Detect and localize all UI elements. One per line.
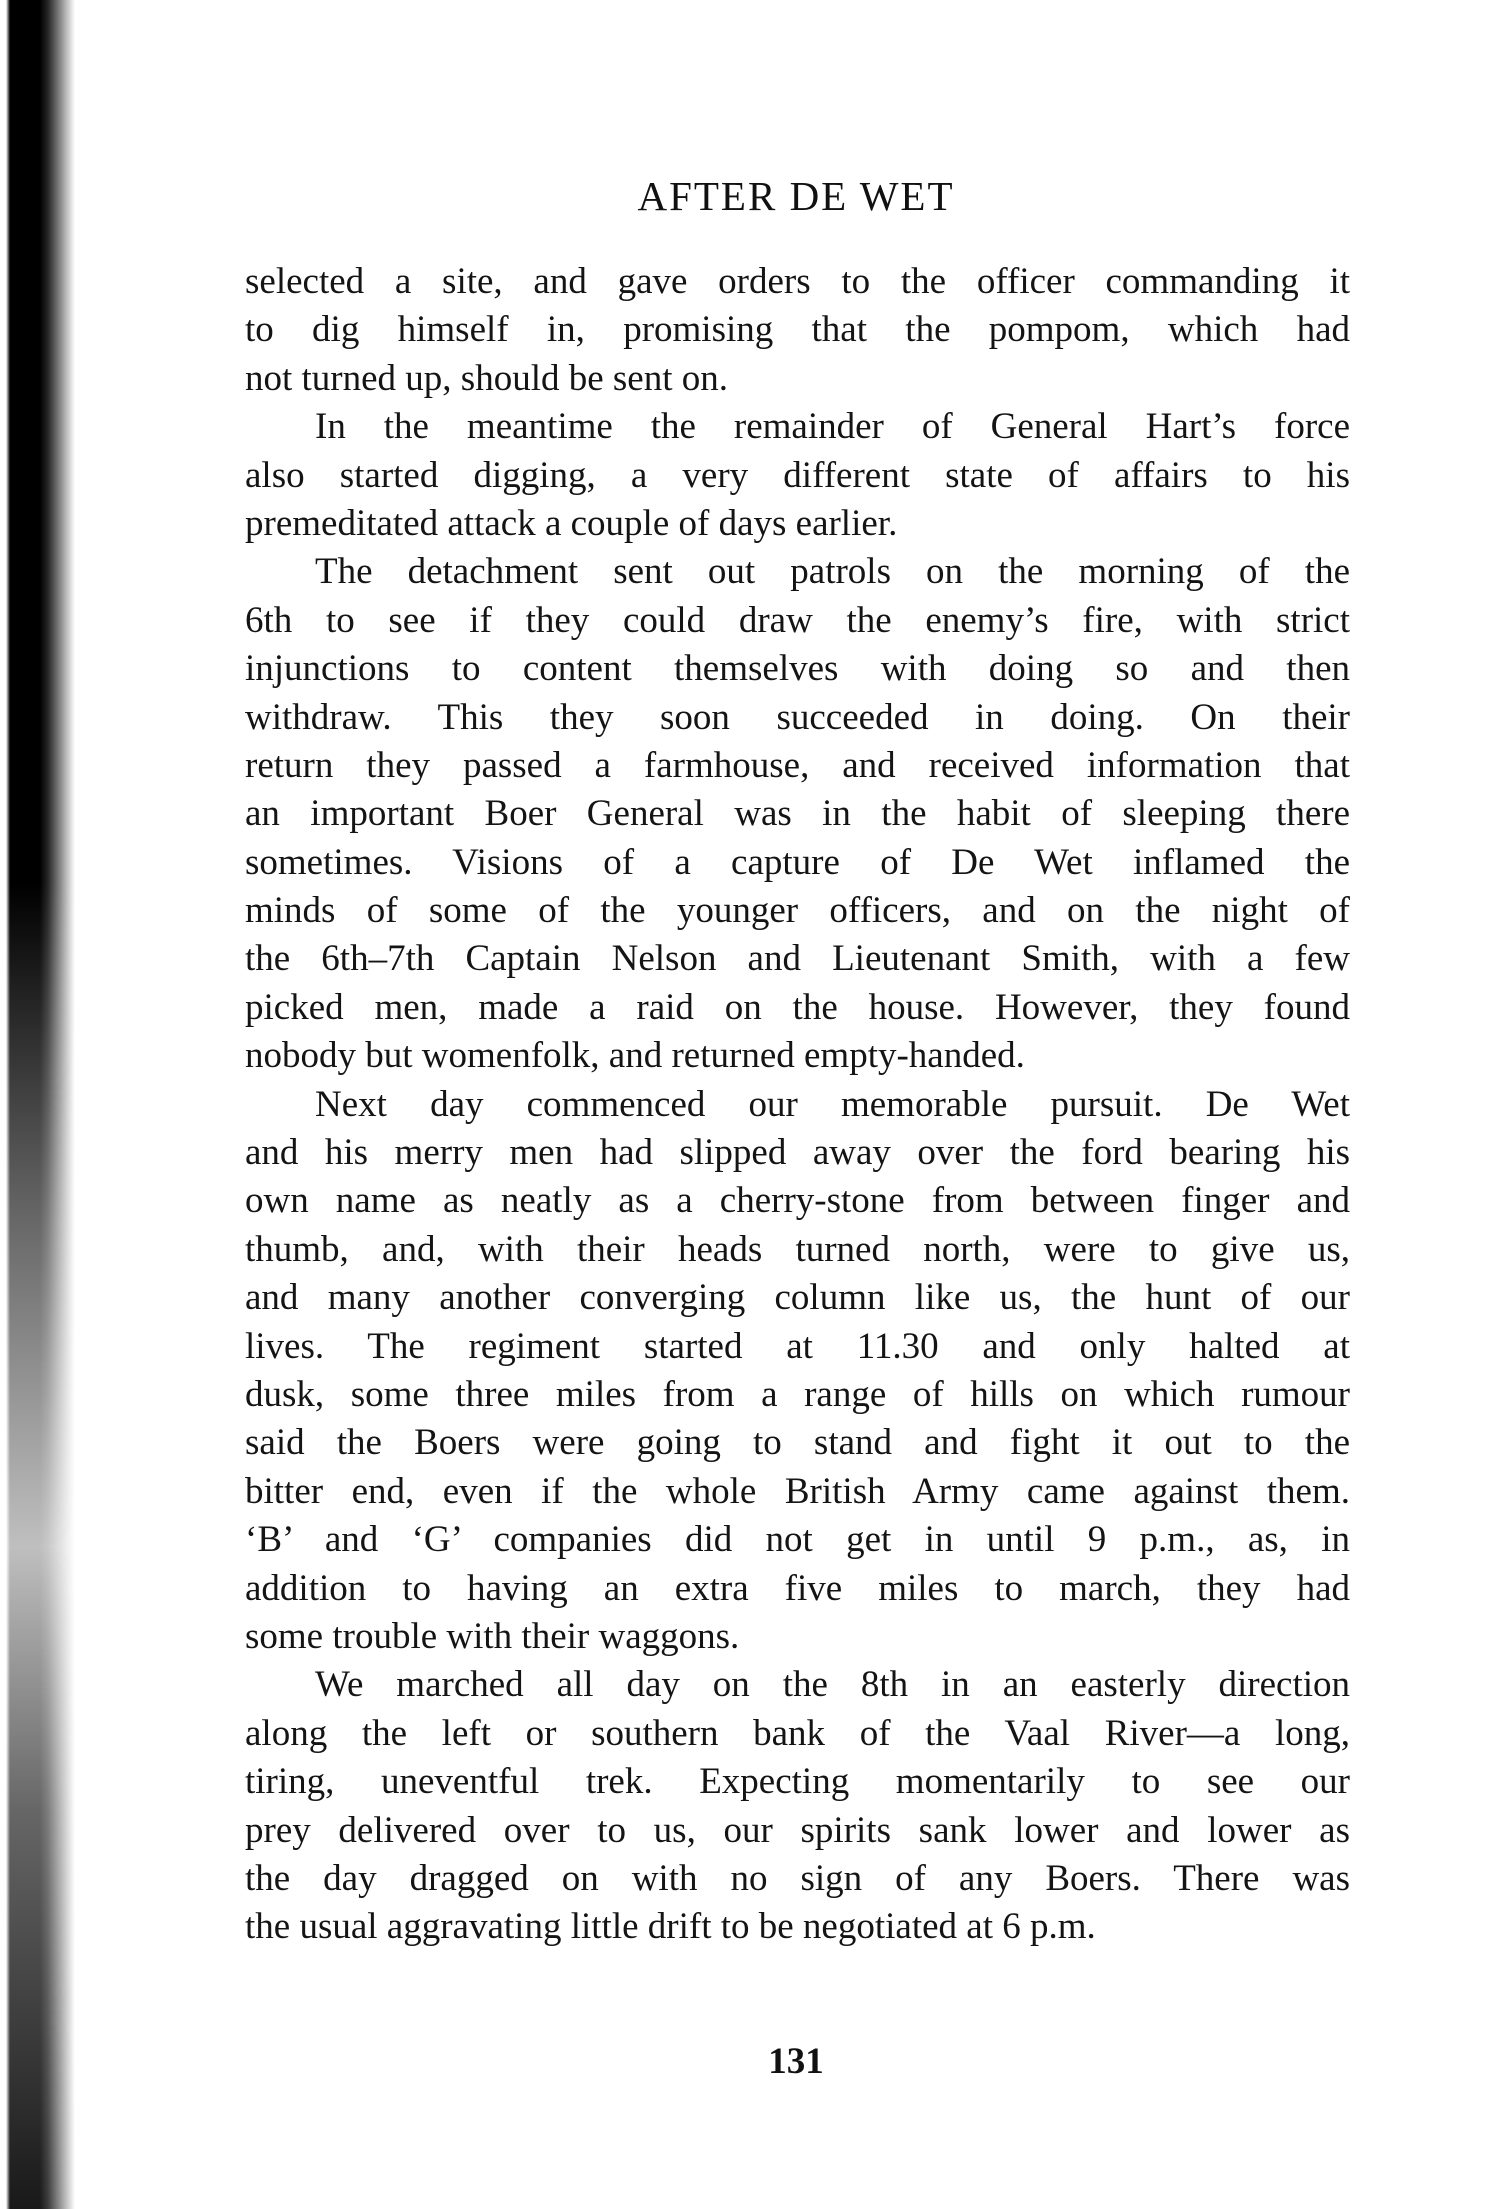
paragraph — [245, 258, 1350, 403]
text-line: along the left or southern bank of the Vaal River—a long, — [245, 1712, 1350, 1754]
text-line: minds of some of the younger officers, and on the night of — [245, 890, 1350, 932]
text-line: premeditated attack a couple of days earlier. — [245, 502, 898, 544]
text-line: return they passed a farmhouse, and received information that — [245, 744, 1350, 786]
text-line: ‘B’ and ‘G’ companies did not get in until 9 p.m., as, in — [245, 1519, 1350, 1561]
text-line: bitter end, even if the whole British Army came against them. — [245, 1470, 1350, 1512]
text-line: picked men, made a raid on the house. However, they found — [245, 986, 1350, 1028]
text-line: prey delivered over to us, our spirits sank lower and lower as — [245, 1809, 1350, 1851]
text-line: withdraw. This they soon succeeded in doing. On their — [245, 696, 1350, 738]
text-line: not turned up, should be sent on. — [245, 357, 729, 399]
page-number: 131 — [768, 2041, 824, 2082]
paragraph — [245, 403, 1350, 548]
text-line: thumb, and, with their heads turned north, were to give us, — [245, 1228, 1350, 1270]
text-line: We marched all day on the 8th in an easterly direction — [315, 1664, 1350, 1706]
text-line: and many another converging column like us, the hunt of our — [245, 1277, 1350, 1319]
body-text — [245, 258, 1350, 1952]
text-line: an important Boer General was in the habit of sleeping there — [245, 793, 1350, 835]
text-line: to dig himself in, promising that the pompom, which had — [245, 309, 1350, 351]
text-line: also started digging, a very different state of affairs to his — [245, 454, 1350, 496]
text-line: Next day commenced our memorable pursuit. De Wet — [315, 1083, 1350, 1125]
text-line: the day dragged on with no sign of any Boers. There was — [245, 1857, 1350, 1899]
paragraph — [245, 548, 1350, 1080]
text-line: own name as neatly as a cherry-stone from between finger and — [245, 1180, 1350, 1222]
paragraph — [245, 1081, 1350, 1662]
text-line: selected a site, and gave orders to the officer commanding it — [245, 261, 1350, 302]
running-head: AFTER DE WET — [637, 173, 955, 219]
text-line: In the meantime the remainder of General Hart’s force — [315, 406, 1350, 448]
text-line: lives. The regiment started at 11.30 and only halted at — [245, 1325, 1350, 1367]
binding-shadow — [0, 0, 90, 2209]
text-line: nobody but womenfolk, and returned empty-handed. — [245, 1035, 1025, 1077]
text-line: said the Boers were going to stand and fight it out to the — [245, 1422, 1350, 1464]
text-line: the 6th–7th Captain Nelson and Lieutenant Smith, with a few — [245, 938, 1350, 980]
text-line: addition to having an extra five miles to march, they had — [245, 1567, 1350, 1609]
text-line: the usual aggravating little drift to be negotiated at 6 p.m. — [245, 1906, 1096, 1948]
text-line: and his merry men had slipped away over the ford bearing his — [245, 1132, 1350, 1174]
text-line: sometimes. Visions of a capture of De Wet inflamed the — [245, 841, 1350, 883]
text-line: tiring, uneventful trek. Expecting momentarily to see our — [245, 1761, 1350, 1803]
text-line: some trouble with their waggons. — [245, 1615, 740, 1657]
text-line: 6th to see if they could draw the enemy’s fire, with strict — [245, 599, 1350, 641]
text-line: injunctions to content themselves with doing so and then — [245, 648, 1350, 690]
paragraph — [245, 1661, 1350, 1951]
text-line: The detachment sent out patrols on the morning of the — [315, 551, 1350, 593]
text-line: dusk, some three miles from a range of hills on which rumour — [245, 1373, 1350, 1415]
